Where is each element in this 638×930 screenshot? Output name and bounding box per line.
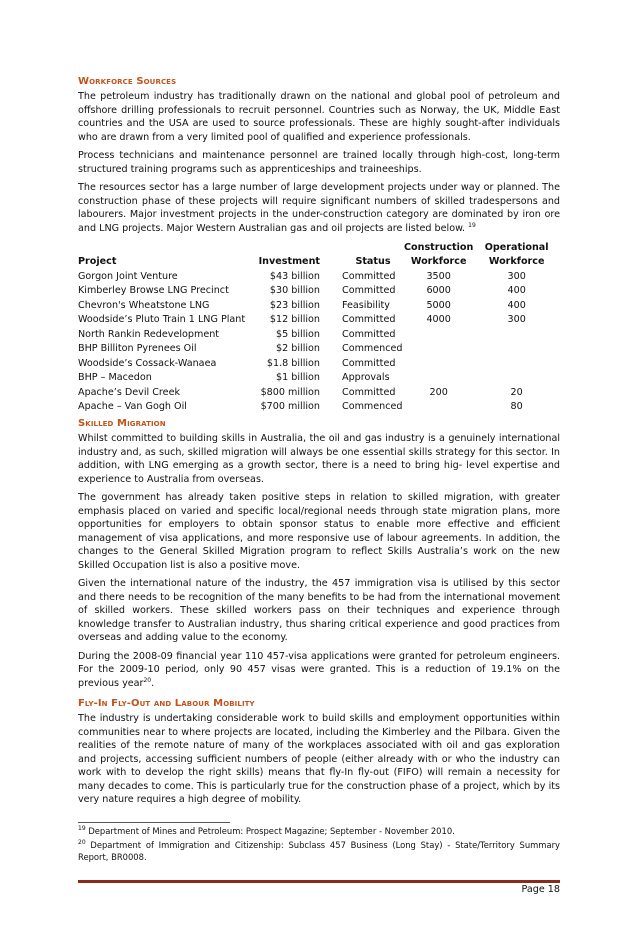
footnote-ref: 20 <box>143 676 152 684</box>
heading-skilled-migration: Skilled Migration <box>78 418 166 429</box>
table-row <box>78 371 560 386</box>
table-header-row <box>78 255 560 270</box>
cell: Feasibility <box>342 299 390 311</box>
paragraph: The government has already taken positive steps in relation to skilled migration, with greater emphasis placed on varied and specific local/regional needs through state migration plans, more opportunities for employers to obtain sponsor status to enable more effective and efficient management of visa applications, and more responsive use of labour agreements. In addition, the changes to the General Skilled Migration program to reflect Skills Australia’s work on the new Skilled Occupation list is also a positive move. <box>78 492 560 571</box>
page-content <box>78 76 560 812</box>
cell: 400 <box>507 299 526 311</box>
table-row <box>78 298 560 313</box>
cell: 300 <box>507 314 526 326</box>
table-row <box>78 342 560 357</box>
cell: $1 billion <box>276 372 320 384</box>
cell <box>404 400 473 415</box>
footnote-divider <box>78 822 230 823</box>
cell: $2 billion <box>276 343 320 355</box>
header-cell-project: Project <box>78 256 117 268</box>
cell: Commenced <box>342 343 403 355</box>
paragraph: The industry is undertaking considerable work to build skills and employment opportunities within communities near to where projects are located, including the Kimberley and the Pilbara. Given the realities of the remote nature of many of the workplaces associated with oil and gas exploration and projects, accessing sufficient numbers of people (either already with or who the industry can work with to develop the right skills) means that fly-In fly-out (FIFO) will remain a necessity for many decades to come. This is particularly true for the construction phase of a project, which by its very nature requires a high degree of mobility. <box>78 713 560 805</box>
cell: 5000 <box>426 299 451 311</box>
cell: Committed <box>342 328 396 340</box>
cell: $1.8 billion <box>266 357 320 369</box>
footnote-ref: 19 <box>468 221 476 229</box>
cell: Committed <box>342 386 396 398</box>
table-row <box>78 400 560 415</box>
cell <box>404 327 473 342</box>
table-row <box>78 327 560 342</box>
cell: Chevron's Wheatstone LNG <box>78 299 210 311</box>
cell <box>473 371 560 386</box>
table-row <box>78 269 560 284</box>
cell: Kimberley Browse LNG Precinct <box>78 285 229 297</box>
paragraph: Whilst committed to building skills in Australia, the oil and gas industry is a genuinely international industry and, as such, skilled migration will always be one essential skills strategy for this sector. In addition, with LNG emerging as a growth sector, there is a need to bring hig- level expertise and experience to Australia from overseas. <box>78 433 560 485</box>
paragraph-text: During the 2008-09 financial year 110 457-visa applications were granted for petroleum engineers. For the 2009-10 period, only 90 457 visas were granted. This is a reduction of 19.1% on the previous year <box>78 650 560 689</box>
footnote-number: 20 <box>78 839 86 847</box>
cell: Committed <box>342 357 396 369</box>
header-cell <box>250 240 338 255</box>
cell: Approvals <box>342 372 390 384</box>
cell <box>404 342 473 357</box>
footnote-text: Department of Mines and Petroleum: Prospect Magazine; September - November 2010. <box>88 826 455 836</box>
table-row <box>78 356 560 371</box>
cell: Gorgon Joint Venture <box>78 270 178 282</box>
header-cell-operational: Workforce <box>488 256 545 268</box>
paragraph: The petroleum industry has traditionally drawn on the national and global pool of petroleum and offshore drilling professionals to recruit personnel. Countries such as Norway, the UK, Middle East countries and the USA are used to source professionals. These are highly sought-after individuals who are drawn from a very limited pool of qualified and experience professionals. <box>78 91 560 143</box>
table-row <box>78 385 560 400</box>
table-header-top-row <box>78 240 560 255</box>
paragraph: Given the international nature of the industry, the 457 immigration visa is utilised by this sector and there needs to be recognition of the many benefits to be had from the international movement of skilled workers. These skilled workers pass on their techniques and experience through knowledge transfer to Australian industry, thus sharing critical experience and good practices from overseas and adding value to the economy. <box>78 578 560 643</box>
cell: North Rankin Redevelopment <box>78 328 220 340</box>
header-cell <box>338 240 404 255</box>
cell: 80 <box>510 401 523 413</box>
projects-table <box>78 240 560 414</box>
cell: $800 million <box>260 386 320 398</box>
cell: 4000 <box>426 314 451 326</box>
cell <box>404 356 473 371</box>
table-row <box>78 313 560 328</box>
heading-fifo: Fly-In Fly-Out and Labour Mobility <box>78 698 255 709</box>
cell: Commenced <box>342 401 403 413</box>
heading-workforce-sources: Workforce Sources <box>78 76 177 87</box>
header-cell-investment: Investment <box>258 256 320 268</box>
cell: Committed <box>342 314 396 326</box>
cell: $23 billion <box>269 299 320 311</box>
footnote <box>78 839 560 863</box>
cell: 20 <box>510 386 523 398</box>
cell: 200 <box>429 386 448 398</box>
cell: 300 <box>507 270 526 282</box>
cell: $12 billion <box>269 314 320 326</box>
cell: BHP Billiton Pyrenees Oil <box>78 343 197 355</box>
cell: $5 billion <box>276 328 320 340</box>
header-cell <box>78 240 250 255</box>
cell: Woodside’s Pluto Train 1 LNG Plant <box>78 314 246 326</box>
footnote-text: Department of Immigration and Citizenship: Subclass 457 Business (Long Stay) - State/Territory Summary Report, BR0008. <box>78 840 560 862</box>
page-number: Page 18 <box>521 884 560 895</box>
header-cell: Operational <box>484 241 549 253</box>
cell: BHP – Macedon <box>78 372 152 384</box>
cell: $30 billion <box>269 285 320 297</box>
paragraph-end: . <box>151 677 155 689</box>
paragraph <box>78 181 560 235</box>
cell: 6000 <box>426 285 451 297</box>
paragraph <box>78 650 560 691</box>
cell <box>473 327 560 342</box>
header-cell: Construction <box>404 241 474 253</box>
cell: Apache’s Devil Creek <box>78 386 181 398</box>
cell <box>473 342 560 357</box>
cell <box>473 356 560 371</box>
header-cell-status: Status <box>355 256 391 268</box>
table-row <box>78 284 560 299</box>
footnote-number: 19 <box>78 825 86 833</box>
footnote <box>78 825 560 837</box>
cell: $700 million <box>260 401 320 413</box>
header-cell-construction: Workforce <box>410 256 467 268</box>
cell: Committed <box>342 285 396 297</box>
cell: $43 billion <box>269 270 320 282</box>
cell: Committed <box>342 270 396 282</box>
cell <box>404 371 473 386</box>
cell: 3500 <box>426 270 451 282</box>
cell: Woodside’s Cossack-Wanaea <box>78 357 217 369</box>
cell: 400 <box>507 285 526 297</box>
cell: Apache – Van Gogh Oil <box>78 401 187 413</box>
paragraph-text: The resources sector has a large number of large development projects under way or planned. The construction phase of these projects will require significant numbers of skilled tradespersons and labourers. Major investment projects in the under-construction category are dominated by iron ore and LNG projects. Major Western Australian gas and oil projects are listed below. <box>78 182 560 234</box>
page-bottom-rule <box>78 880 560 883</box>
paragraph: Process technicians and maintenance personnel are trained locally through high-cost, long-term structured training programs such as apprenticeships and traineeships. <box>78 150 560 175</box>
